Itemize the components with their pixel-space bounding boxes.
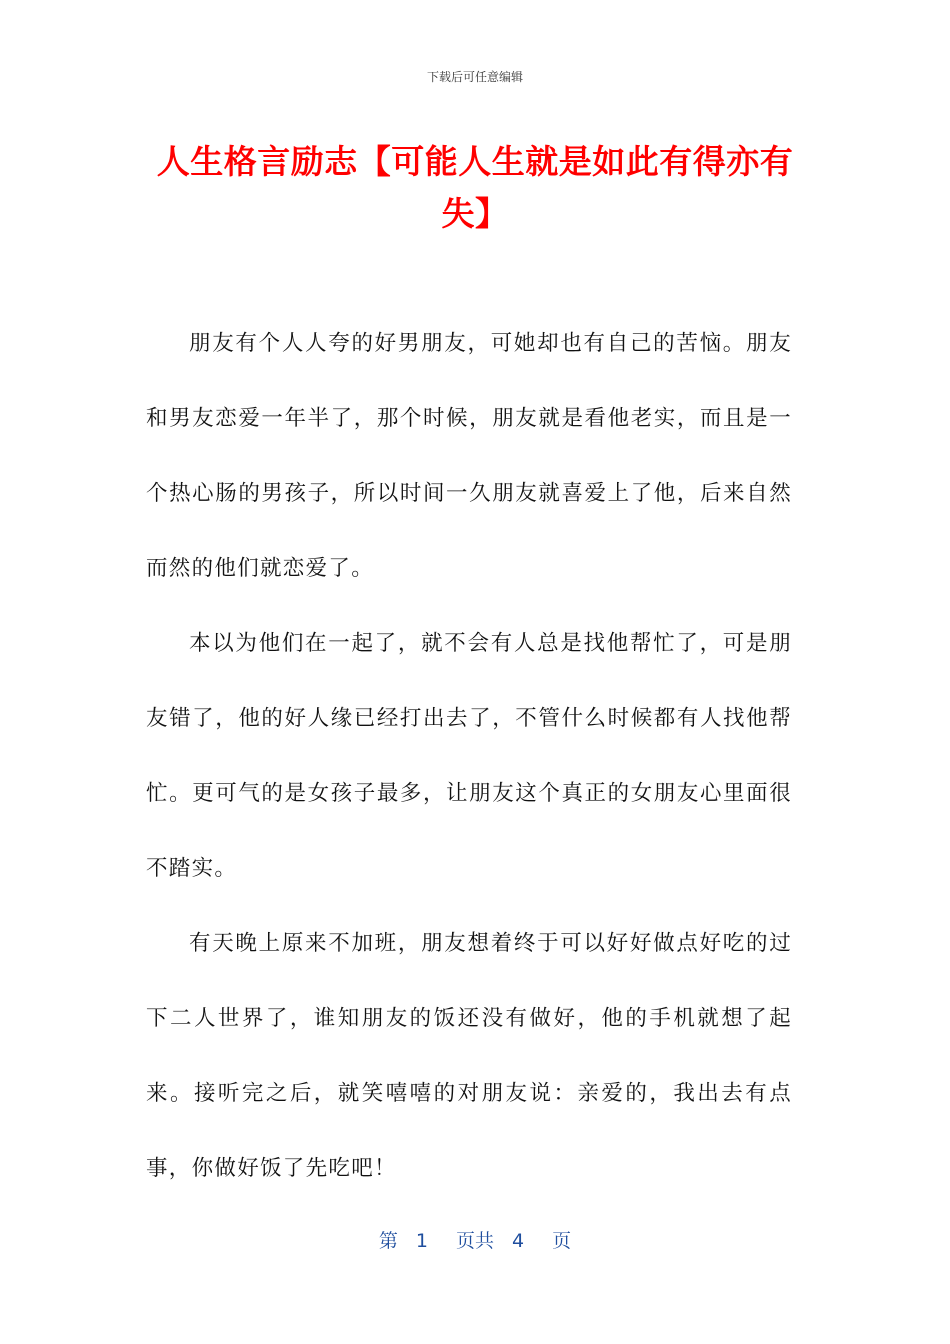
paragraph-1: 朋友有个人人夸的好男朋友，可她却也有自己的苦恼。朋友和男友恋爱一年半了，那个时候，朋友就是看他老实，而且是一个热心肠的男孩子，所以时间一久朋友就喜爱上了他，后来自然而然的他们就恋爱了。 xyxy=(146,331,792,581)
paragraph-2: 本以为他们在一起了，就不会有人总是找他帮忙了，可是朋友错了，他的好人缘已经打出去了，不管什么时候都有人找他帮忙。更可气的是女孩子最多，让朋友这个真正的女朋友心里面很不踏实。 xyxy=(146,631,792,881)
paragraph-3: 有天晚上原来不加班，朋友想着终于可以好好做点好吃的过下二人世界了，谁知朋友的饭还没有做好，他的手机就想了起来。接听完之后，就笑嘻嘻的对朋友说：亲爱的，我出去有点事，你做好饭了先吃吧！ xyxy=(146,931,792,1181)
document-body xyxy=(146,306,792,1206)
page-mid: 页共 xyxy=(455,1230,494,1252)
header-note: 下载后可任意编辑 xyxy=(426,70,523,84)
current-page-number: 1 xyxy=(415,1230,428,1252)
page-number-footer xyxy=(0,1226,950,1253)
page-prefix: 第 xyxy=(378,1230,398,1252)
page-suffix: 页 xyxy=(552,1230,572,1252)
total-pages-number: 4 xyxy=(512,1230,525,1252)
document-title: 人生格言励志【可能人生就是如此有得亦有失】 xyxy=(156,142,794,233)
